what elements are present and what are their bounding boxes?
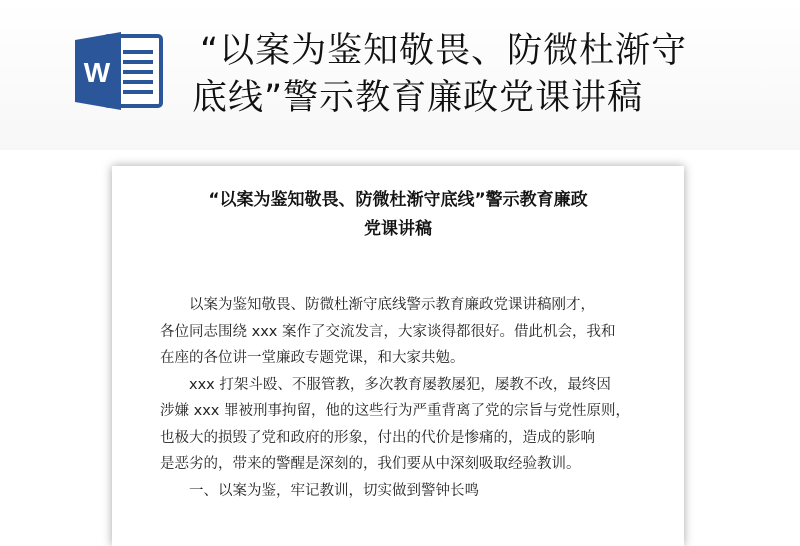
header-banner [0, 0, 800, 150]
document-page [112, 166, 684, 546]
section-heading: 一、以案为鉴，牢记教训，切实做到警钟长鸣 [189, 482, 479, 499]
body-line: 在座的各位讲一堂廉政专题党课，和大家共勉。 [160, 350, 465, 366]
word-icon-letter: W [83, 57, 111, 88]
document-title [112, 186, 684, 244]
body-line: 各位同志围绕 xxx 案作了交流发言，大家谈得都很好。借此机会，我和 [160, 323, 616, 340]
header-title-line-2: 底线”警示教育廉政党课讲稿 [192, 78, 644, 118]
body-line: 是恶劣的，带来的警醒是深刻的，我们要从中深刻吸取经验教训。 [160, 456, 581, 472]
document-title-line-1: “以案为鉴知敬畏、防微杜渐守底线”警示教育廉政 [208, 190, 588, 210]
document-title-line-2: 党课讲稿 [364, 219, 432, 239]
header-title-line-1: “以案为鉴知敬畏、防微杜渐守 [200, 31, 688, 71]
body-line: 涉嫌 xxx 罪被刑事拘留，他的这些行为严重背离了党的宗旨与党性原则， [160, 403, 630, 419]
header-title [192, 28, 782, 122]
body-line: 以案为鉴知敬畏、防微杜渐守底线警示教育廉政党课讲稿刚才， [189, 297, 595, 313]
word-document-icon [75, 30, 165, 112]
body-line: xxx 打架斗殴、不服管教，多次教育屡教屡犯，屡教不改，最终因 [189, 376, 611, 393]
document-body [160, 292, 648, 504]
body-line: 也极大的损毁了党和政府的形象，付出的代价是惨痛的，造成的影响 [160, 429, 595, 446]
